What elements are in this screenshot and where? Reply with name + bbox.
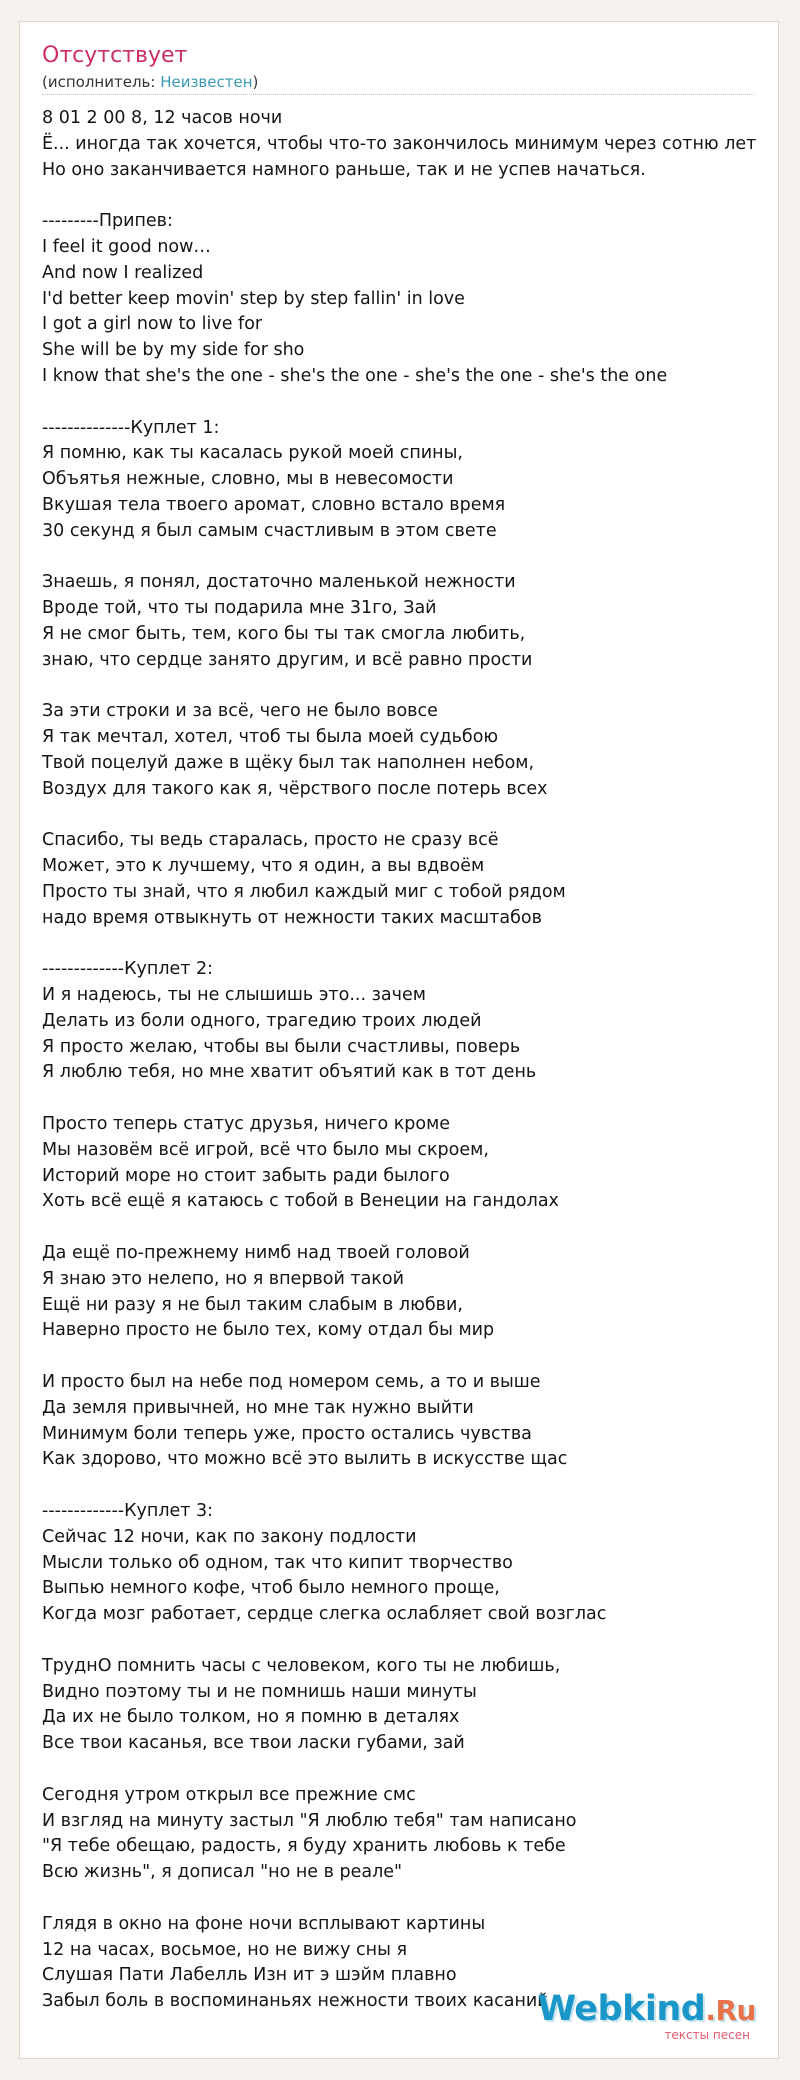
lyric-line: Как здорово, что можно всё это вылить в искусстве щас — [42, 1449, 568, 1470]
lyric-line: Но оно заканчивается намного раньше, так и не успев начаться. — [42, 159, 646, 180]
lyric-line: Минимум боли теперь уже, просто остались чувства — [42, 1423, 532, 1444]
lyric-line: I got a girl now to live for — [42, 314, 263, 335]
lyric-line: 30 секунд я был самым счастливым в этом свете — [42, 520, 497, 541]
logo-main-text: Webkind — [537, 1989, 706, 2029]
lyric-line: Видно поэтому ты и не помнишь наши минуты — [42, 1681, 477, 1702]
artist-link[interactable]: Неизвестен — [160, 73, 253, 91]
lyric-line: Когда мозг работает, сердце слегка ослабляет свой возглас — [42, 1604, 607, 1625]
lyric-line: И просто был на небе под номером семь, а то и выше — [42, 1372, 541, 1393]
lyric-line: Знаешь, я понял, достаточно маленькой нежности — [42, 572, 516, 593]
lyric-line: I'd better keep movin' step by step fallin' in love — [42, 288, 465, 309]
lyric-line: Я так мечтал, хотел, чтоб ты была моей судьбою — [42, 727, 499, 748]
lyric-line: Делать из боли одного, трагедию троих людей — [42, 1010, 482, 1031]
lyric-line: И взгляд на минуту застыл "Я люблю тебя" там написано — [42, 1810, 577, 1831]
lyric-line: 8 01 2 00 8, 12 часов ночи — [42, 108, 283, 128]
lyric-line: 12 на часах, восьмое, но не вижу сны я — [42, 1939, 408, 1960]
lyric-line: Всю жизнь", я дописал "но не в реале" — [42, 1862, 403, 1883]
blank-line — [42, 1344, 762, 1370]
lyric-line: Я люблю тебя, но мне хватит объятий как в тот день — [42, 1062, 537, 1083]
lyric-line: Мы назовём всё игрой, всё что было мы скроем, — [42, 1139, 489, 1160]
lyric-line: Да земля привычней, но мне так нужно выйти — [42, 1397, 474, 1418]
blank-line — [42, 1215, 762, 1241]
lyric-line: надо время отвыкнуть от нежности таких масштабов — [42, 907, 542, 928]
lyric-line: И я надеюсь, ты не слышишь это... зачем — [42, 985, 426, 1006]
logo-tld: .Ru — [705, 1994, 756, 2027]
blank-line — [42, 1086, 762, 1112]
lyric-line: Да ещё по-прежнему нимб над твоей головой — [42, 1243, 470, 1264]
lyric-line: Выпью немного кофе, чтоб было немного проще, — [42, 1578, 500, 1599]
site-logo[interactable] — [537, 1990, 756, 2042]
lyric-line: -------------Куплет 3: — [42, 1501, 214, 1522]
lyric-line: Может, это к лучшему, что я один, а вы вдвоём — [42, 856, 485, 877]
lyric-line: Слушая Пати Лабелль Изн ит э шэйм плавно — [42, 1965, 457, 1986]
lyric-line: Сейчас 12 ночи, как по закону подлости — [42, 1526, 417, 1547]
blank-line — [42, 674, 762, 700]
lyrics-text — [42, 106, 762, 2015]
lyric-line: Ещё ни разу я не был таким слабым в любви, — [42, 1294, 463, 1315]
blank-line — [42, 1757, 762, 1783]
artist-prefix: (исполнитель: — [42, 73, 161, 91]
lyric-line: Да их не было толком, но я помню в деталях — [42, 1707, 460, 1728]
song-title: Отсутствует — [42, 43, 188, 68]
lyric-line: "Я тебе обещаю, радость, я буду хранить любовь к тебе — [42, 1836, 566, 1857]
lyric-line: Твой поцелуй даже в щёку был так наполнен небом, — [42, 752, 535, 773]
lyric-line: -------------Куплет 2: — [42, 959, 214, 980]
lyric-line: Я просто желаю, чтобы вы были счастливы, поверь — [42, 1036, 521, 1057]
blank-line — [42, 803, 762, 829]
artist-byline — [42, 72, 258, 92]
lyric-line: знаю, что сердце занято другим, и всё равно прости — [42, 649, 533, 670]
logo-wordmark — [537, 1990, 756, 2030]
blank-line — [42, 183, 762, 209]
lyric-line: ТруднО помнить часы с человеком, кого ты не любишь, — [42, 1655, 561, 1676]
blank-line — [42, 1473, 762, 1499]
lyric-line: Просто теперь статус друзья, ничего кроме — [42, 1114, 451, 1135]
lyric-line: Хоть всё ещё я катаюсь с тобой в Венеции на гандолах — [42, 1191, 559, 1212]
lyric-line: Объятья нежные, словно, мы в невесомости — [42, 469, 454, 490]
lyric-line: Наверно просто не было тех, кому отдал бы мир — [42, 1320, 495, 1341]
lyric-line: Все твои касанья, все твои ласки губами, зай — [42, 1733, 465, 1754]
blank-line — [42, 1628, 762, 1654]
blank-line — [42, 932, 762, 958]
logo-tagline: тексты песен — [664, 2028, 750, 2042]
lyric-line: Спасибо, ты ведь старалась, просто не сразу всё — [42, 830, 499, 851]
blank-line — [42, 1886, 762, 1912]
lyric-line: Просто ты знай, что я любил каждый миг с тобой рядом — [42, 881, 566, 902]
lyric-line: I feel it good now… — [42, 236, 211, 257]
lyric-line: ---------Припев: — [42, 211, 173, 232]
blank-line — [42, 545, 762, 571]
lyric-line: --------------Куплет 1: — [42, 417, 220, 438]
lyric-line: I know that she's the one - she's the one - she's the one - she's the one — [42, 365, 668, 386]
lyrics-card — [19, 21, 779, 2059]
title-divider — [42, 94, 754, 95]
lyric-line: Вроде той, что ты подарила мне 31го, Зай — [42, 598, 437, 619]
lyric-line: Историй море но стоит забыть ради былого — [42, 1165, 450, 1186]
lyric-line: Мысли только об одном, так что кипит творчество — [42, 1552, 513, 1573]
lyric-line: За эти строки и за всё, чего не было вовсе — [42, 701, 438, 722]
artist-suffix: ) — [252, 73, 259, 91]
lyric-line: Сегодня утром открыл все прежние смс — [42, 1784, 416, 1805]
blank-line — [42, 390, 762, 416]
lyric-line: Я знаю это нелепо, но я впервой такой — [42, 1268, 404, 1289]
lyric-line: Глядя в окно на фоне ночи всплывают картины — [42, 1913, 486, 1934]
lyric-line: Ё... иногда так хочется, чтобы что-то закончилось минимум через сотню лет — [42, 133, 757, 154]
lyric-line: She will be by my side for sho — [42, 340, 305, 361]
lyric-line: Вкушая тела твоего аромат, словно встало время — [42, 494, 506, 515]
lyric-line: Я не смог быть, тем, кого бы ты так смогла любить, — [42, 623, 526, 644]
lyric-line: Я помню, как ты касалась рукой моей спины, — [42, 443, 463, 464]
lyric-line: Забыл боль в воспоминаньях нежности твоих касаний — [42, 1991, 549, 2012]
lyric-line: Воздух для такого как я, чёрствого после потерь всех — [42, 778, 548, 799]
lyric-line: And now I realized — [42, 262, 204, 283]
